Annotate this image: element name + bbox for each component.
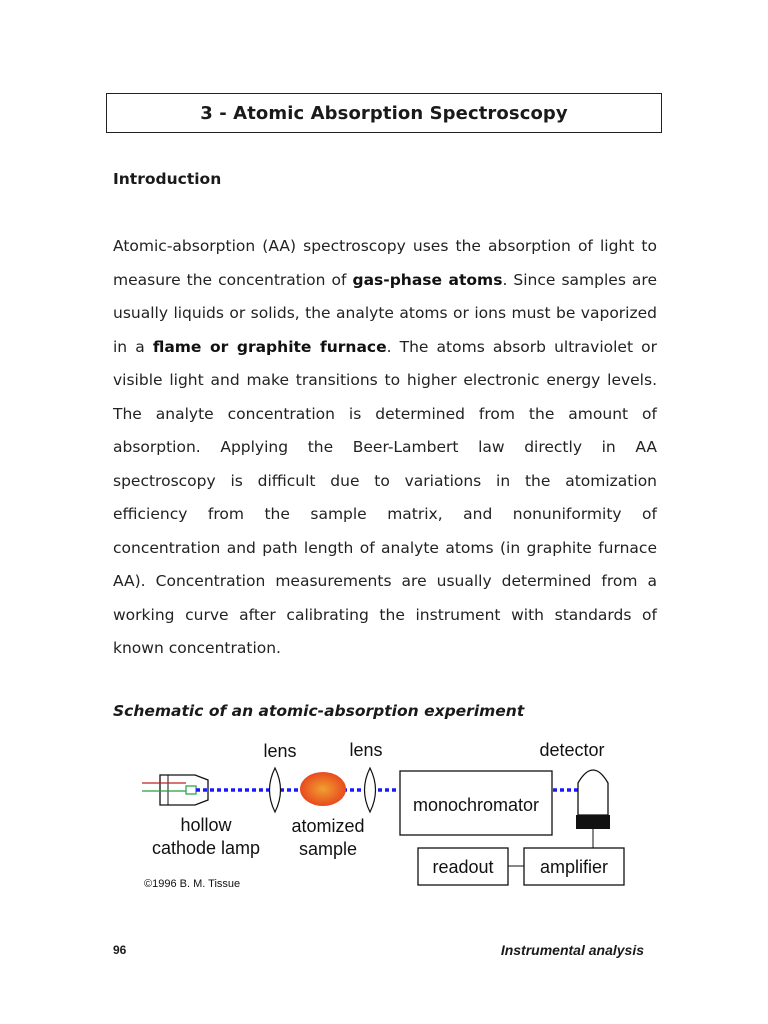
sample-label-line2: sample <box>298 839 358 859</box>
paragraph-bold-gas-phase: gas-phase atoms <box>352 270 503 289</box>
atomized-sample-icon <box>300 772 346 806</box>
lens-2-icon <box>365 768 376 812</box>
amplifier-label: amplifier <box>539 857 609 877</box>
chapter-title <box>106 93 662 133</box>
lamp-label-line2: cathode lamp <box>151 838 261 858</box>
detector-icon <box>576 770 610 848</box>
chapter-title-text: 3 - Atomic Absorption Spectroscopy <box>200 102 568 124</box>
footer-book-title: Instrumental analysis <box>500 942 644 958</box>
intro-paragraph <box>113 230 657 666</box>
section-heading: Introduction <box>113 170 222 188</box>
paragraph-bold-flame: flame or graphite furnace <box>152 337 387 356</box>
paragraph-text-3: . The atoms absorb ultraviolet or visible light and make transitions to higher electronic energy levels. The analyte concentration is determined from the amount of absorption. Applying the Beer-Lambert law directly in AA spectroscopy is difficult due to variations in the atomization efficiency from the sample matrix, and nonuniformity of concentration and path length of analyte atoms (in graphite furnace AA). Concentration measurements are usually determined from a working curve after calibrating the instrument with standards of known concentration. <box>113 337 657 657</box>
sample-label-line1: atomized <box>291 816 365 836</box>
detector-label: detector <box>539 740 605 760</box>
lamp-label-line1: hollow <box>180 815 232 835</box>
lens-1-icon <box>270 768 281 812</box>
copyright-note: ©1996 B. M. Tissue <box>144 878 241 890</box>
page-number: 96 <box>113 943 127 957</box>
paragraph-text-1: Atomic-absorption (AA) spectroscopy uses the absorption of light to measure the concentration of <box>113 237 657 289</box>
lens-2-label: lens <box>349 740 383 760</box>
figure-caption: Schematic of an atomic-absorption experiment <box>113 702 525 720</box>
monochromator-label: monochromator <box>412 795 540 815</box>
readout-label: readout <box>432 857 494 877</box>
lens-1-label: lens <box>263 741 297 761</box>
paragraph-text-2: . Since samples are usually liquids or solids, the analyte atoms or ions must be vaporized in a <box>113 270 657 356</box>
aa-schematic-diagram <box>130 735 630 895</box>
